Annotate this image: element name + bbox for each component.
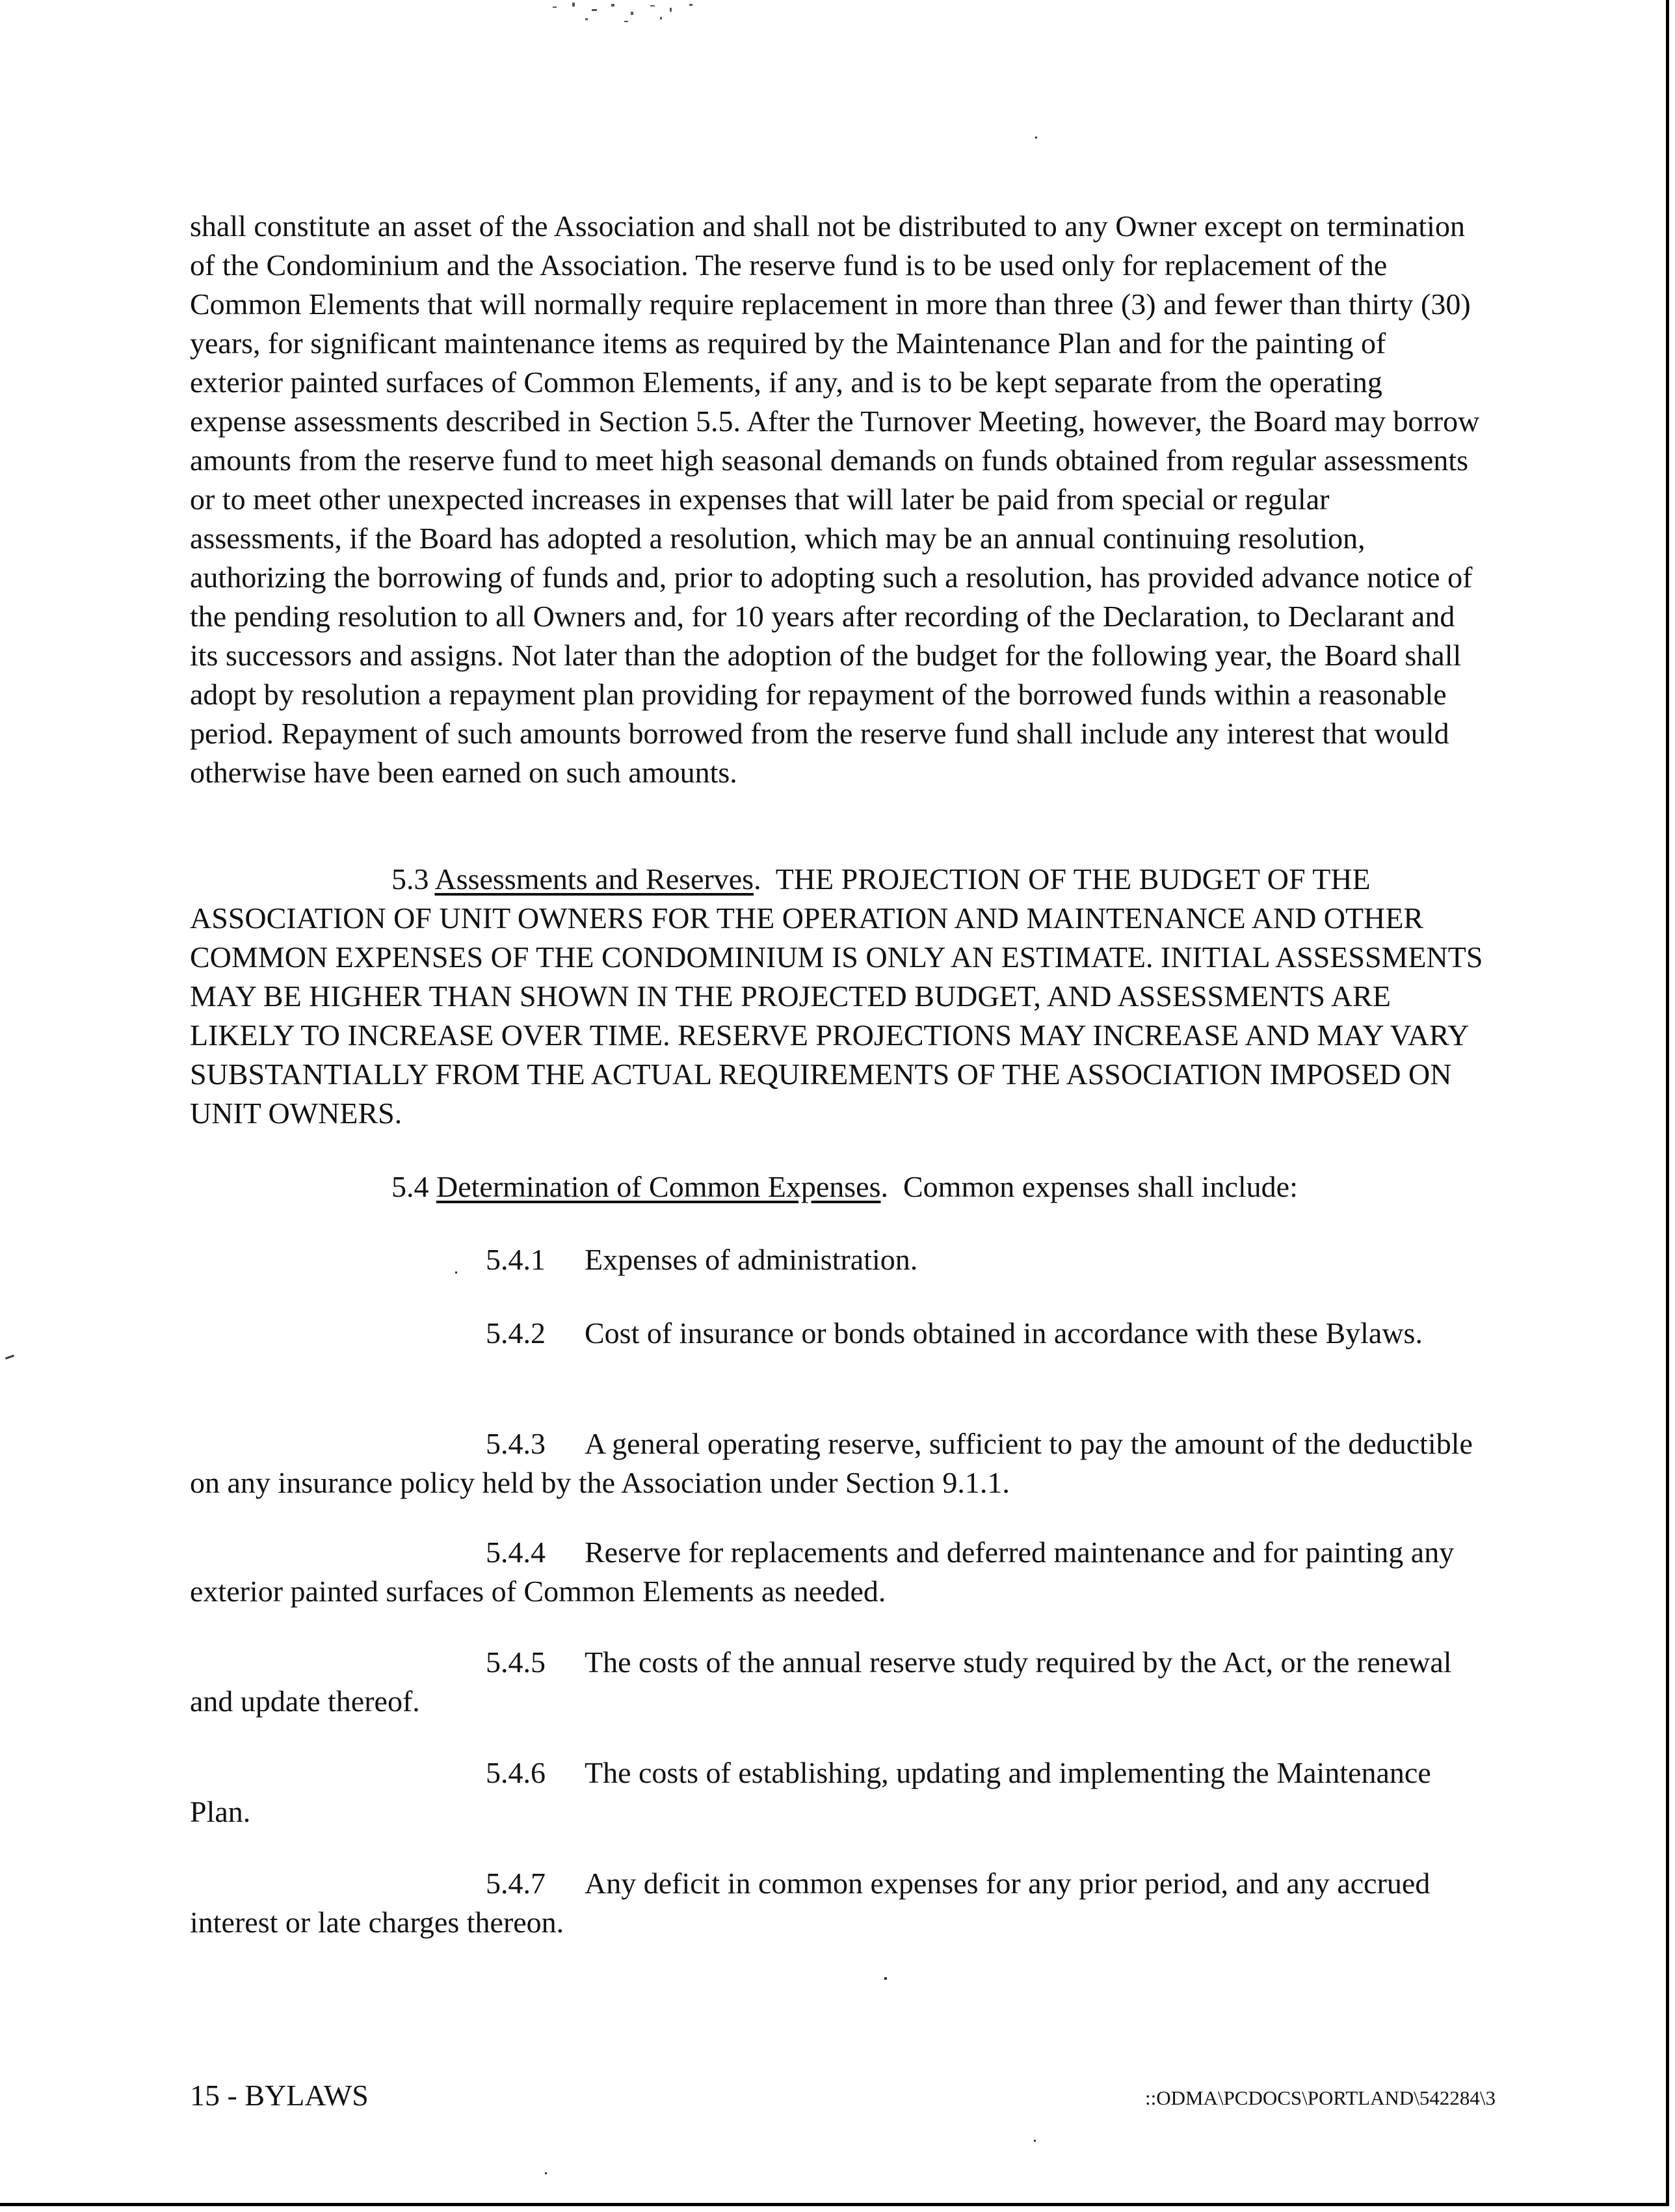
list-item-text: Reserve for replacements and deferred maintenance and for painting any exterior painted surfaces of Common Elements as needed.	[190, 1536, 1455, 1608]
list-item-number: 5.4.4	[486, 1536, 546, 1569]
list-item	[190, 1643, 1484, 1721]
scan-artifact	[546, 0, 709, 31]
list-item-number: 5.4.7	[486, 1867, 546, 1900]
list-item-number: 5.4.3	[486, 1427, 546, 1460]
footer-page-label: 15 - BYLAWS	[190, 2079, 369, 2112]
list-item-text: The costs of the annual reserve study required by the Act, or the renewal and update thereof.	[190, 1646, 1452, 1718]
list-item	[190, 1864, 1484, 1942]
scan-speck	[545, 2172, 547, 2174]
list-item-text: The costs of establishing, updating and implementing the Maintenance Plan.	[190, 1756, 1431, 1828]
list-item	[190, 1314, 1484, 1353]
footer-document-path: ::ODMA\PCDOCS\PORTLAND\542284\3	[1145, 2086, 1496, 2109]
section-5-3-body: THE PROJECTION OF THE BUDGET OF THE ASSOCIATION OF UNIT OWNERS FOR THE OPERATION AND MAINTENANCE AND OTHER COMMON EXPENSES OF THE CONDOMINIUM IS ONLY AN ESTIMATE. INITIAL ASSESSMENTS MAY BE HIGHER THAN SHOWN IN THE PROJECTED BUDGET, AND ASSESSMENTS ARE LIKELY TO INCREASE OVER TIME. RESERVE PROJECTIONS MAY INCREASE AND MAY VARY SUBSTANTIALLY FROM THE ACTUAL REQUIREMENTS OF THE ASSOCIATION IMPOSED ON UNIT OWNERS.	[190, 862, 1483, 1130]
section-5-4-number: 5.4	[391, 1170, 429, 1203]
list-item	[190, 1533, 1484, 1611]
scan-speck	[884, 1977, 887, 1980]
list-item-text: A general operating reserve, sufficient to pay the amount of the deductible on any insurance policy held by the Association under Section 9.1.1.	[190, 1427, 1473, 1499]
list-item-number: 5.4.2	[486, 1316, 546, 1350]
list-item-text: Expenses of administration.	[585, 1243, 918, 1276]
section-5-3-heading: Assessments and Reserves	[434, 862, 754, 896]
list-item	[190, 1240, 1484, 1279]
section-5-4-heading: Determination of Common Expenses	[436, 1170, 881, 1203]
scan-speck	[5, 1355, 14, 1360]
list-item	[190, 1424, 1484, 1502]
section-5-4-heading-end: .	[880, 1170, 888, 1203]
section-5-4-body: Common expenses shall include:	[903, 1170, 1298, 1203]
list-item-text: Any deficit in common expenses for any prior period, and any accrued interest or late charges thereon.	[190, 1867, 1431, 1939]
list-item-number: 5.4.6	[486, 1756, 546, 1789]
scan-speck	[1034, 2140, 1036, 2142]
continuation-paragraph: shall constitute an asset of the Association and shall not be distributed to any Owner except on termination of the Condominium and the Association. The reserve fund is to be used only for replacement of the Common Elements that will normally require replacement in more than three (3) and fewer than thirty (30) years, for significant maintenance items as required by the Maintenance Plan and for the painting of exterior painted surfaces of Common Elements, if any, and is to be kept separate from the operating expense assessments described in Section 5.5. After the Turnover Meeting, however, the Board may borrow amounts from the reserve fund to meet high seasonal demands on funds obtained from regular assessments or to meet other unexpected increases in expenses that will later be paid from special or regular assessments, if the Board has adopted a resolution, which may be an annual continuing resolution, authorizing the borrowing of funds and, prior to adopting such a resolution, has provided advance notice of the pending resolution to all Owners and, for 10 years after recording of the Declaration, to Declarant and its successors and assigns. Not later than the adoption of the budget for the following year, the Board shall adopt by resolution a repayment plan providing for repayment of the borrowed funds within a reasonable period. Repayment of such amounts borrowed from the reserve fund shall include any interest that would otherwise have been earned on such amounts.	[190, 209, 1480, 789]
section-5-4	[190, 1167, 1484, 1206]
scan-speck	[455, 1272, 457, 1273]
list-item	[190, 1753, 1484, 1832]
list-item-number: 5.4.5	[486, 1646, 546, 1679]
list-item-text: Cost of insurance or bonds obtained in accordance with these Bylaws.	[585, 1316, 1423, 1350]
section-5-3-number: 5.3	[391, 862, 429, 896]
section-5-3	[190, 860, 1484, 1133]
scan-speck	[1035, 137, 1037, 139]
list-item-number: 5.4.1	[486, 1243, 546, 1276]
section-5-3-heading-end: .	[754, 862, 761, 896]
